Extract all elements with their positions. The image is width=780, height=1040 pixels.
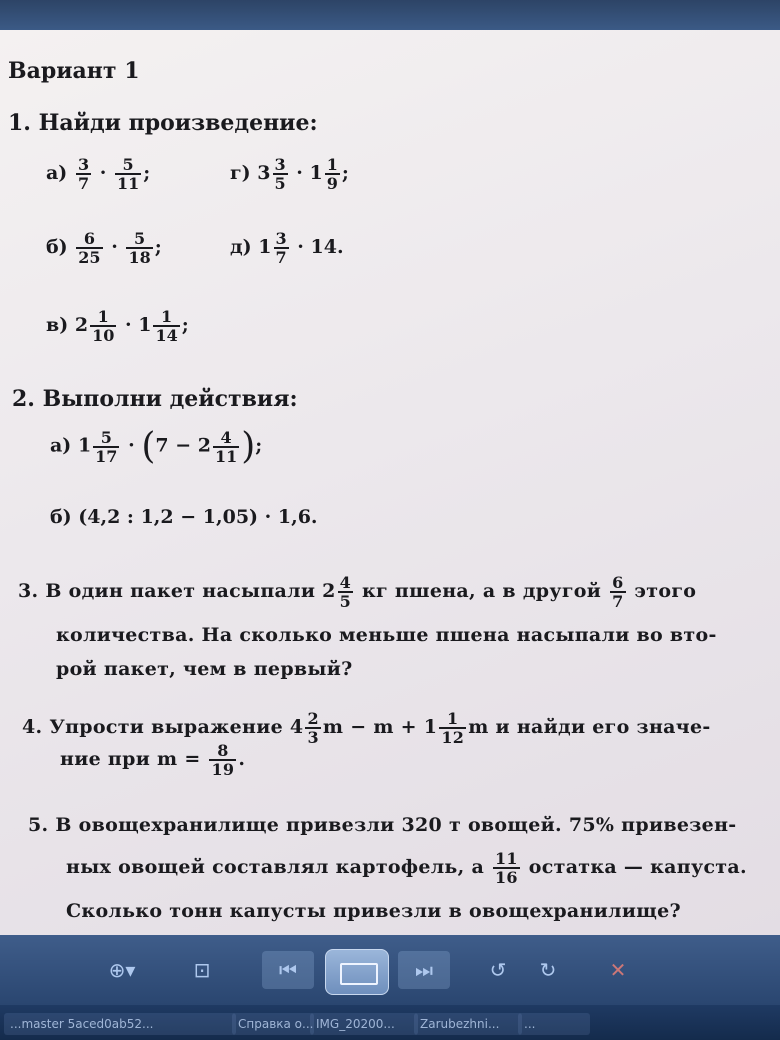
- task1-item-a: а) $\frac{3}{7}$ · $\frac{5}{11}$ ;: [46, 155, 151, 193]
- task3-line3: рой пакет, чем в первый?: [56, 658, 353, 680]
- fraction: $\frac{5}{11}$: [116, 155, 140, 193]
- actual-size-icon[interactable]: ⊡: [193, 958, 211, 982]
- window-title-bar: [0, 0, 780, 31]
- task1-item-g: г) 3 $\frac{3}{5}$ · 1 $\frac{1}{9}$ ;: [230, 155, 349, 193]
- fraction: $\frac{4}{5}$: [339, 573, 352, 611]
- task4-line2: ние при m = $\frac{8}{19}$ .: [60, 741, 246, 779]
- task1-item-b: б) $\frac{6}{25}$ · $\frac{5}{18}$ ;: [46, 229, 162, 267]
- fraction: $\frac{6}{25}$: [78, 229, 101, 267]
- viewer-toolbar: [0, 935, 780, 1005]
- task5-line2: ных овощей составлял картофель, а $\frac{11}{16}$ остатка — капуста.: [66, 849, 747, 887]
- fraction: $\frac{1}{10}$: [92, 307, 115, 345]
- zoom-icon[interactable]: ⊕▾: [108, 958, 136, 982]
- fraction: $\frac{2}{3}$: [307, 709, 319, 747]
- rotate-cw-icon[interactable]: ↻: [539, 958, 557, 982]
- task3-line2: количества. На сколько меньше пшена насыпали во вто-: [56, 624, 717, 646]
- task1-item-v: в) 2 $\frac{1}{10}$ · 1 $\frac{1}{14}$ ;: [46, 307, 189, 345]
- fraction: $\frac{5}{18}$: [128, 229, 151, 267]
- delete-icon[interactable]: ✕: [609, 958, 627, 982]
- fraction: $\frac{3}{7}$: [77, 155, 90, 193]
- fraction: $\frac{1}{12}$: [441, 709, 465, 747]
- fraction: $\frac{3}{5}$: [274, 155, 286, 193]
- fraction: $\frac{11}{16}$: [494, 849, 518, 887]
- taskbar-item[interactable]: ...master 5aced0ab52...: [4, 1013, 236, 1035]
- fraction: $\frac{6}{7}$: [612, 573, 624, 611]
- task5-line3: Сколько тонн капусты привезли в овощехранилище?: [66, 900, 681, 922]
- taskbar: [0, 1005, 780, 1040]
- fraction: $\frac{5}{17}$: [95, 427, 118, 466]
- task5-line1: 5. В овощехранилище привезли 320 т овощей. 75% привезен-: [28, 814, 737, 836]
- task2-item-b: б) (4,2 : 1,2 − 1,05) · 1,6.: [50, 506, 318, 528]
- task4-line1: 4. Упрости выражение 4 $\frac{2}{3}$ m − m + 1 $\frac{1}{12}$ m и найди его значе-: [22, 709, 711, 747]
- rotate-ccw-icon[interactable]: ↺: [489, 958, 507, 982]
- worksheet-photo: [0, 30, 780, 935]
- fraction: $\frac{1}{9}$: [326, 155, 338, 193]
- task3-line1: 3. В один пакет насыпали 2 $\frac{4}{5}$ кг пшена, а в другой $\frac{6}{7}$ этого: [18, 573, 697, 611]
- slideshow-icon[interactable]: [325, 949, 389, 995]
- taskbar-item[interactable]: ...: [518, 1013, 590, 1035]
- task1-heading: 1. Найди произведение:: [8, 110, 318, 136]
- fraction: $\frac{8}{19}$: [211, 741, 235, 779]
- variant-title: Вариант 1: [8, 58, 140, 84]
- taskbar-item[interactable]: Справка о...: [232, 1013, 314, 1035]
- taskbar-item[interactable]: IMG_20200...: [310, 1013, 418, 1035]
- fraction: $\frac{4}{11}$: [214, 427, 238, 466]
- task2-heading: 2. Выполни действия:: [12, 386, 298, 412]
- fraction: $\frac{3}{7}$: [275, 229, 287, 267]
- task1-item-d: д) 1 $\frac{3}{7}$ · 14.: [230, 229, 344, 267]
- previous-icon[interactable]: ⏮: [262, 951, 314, 989]
- next-icon[interactable]: ⏭: [398, 951, 450, 989]
- fraction: $\frac{1}{14}$: [155, 307, 178, 345]
- task2-item-a: а) 1 $\frac{5}{17}$ · (7 − 2 $\frac{4}{11}$ );: [50, 426, 263, 467]
- taskbar-item[interactable]: Zarubezhni...: [414, 1013, 522, 1035]
- photo-viewer-image: [0, 30, 780, 935]
